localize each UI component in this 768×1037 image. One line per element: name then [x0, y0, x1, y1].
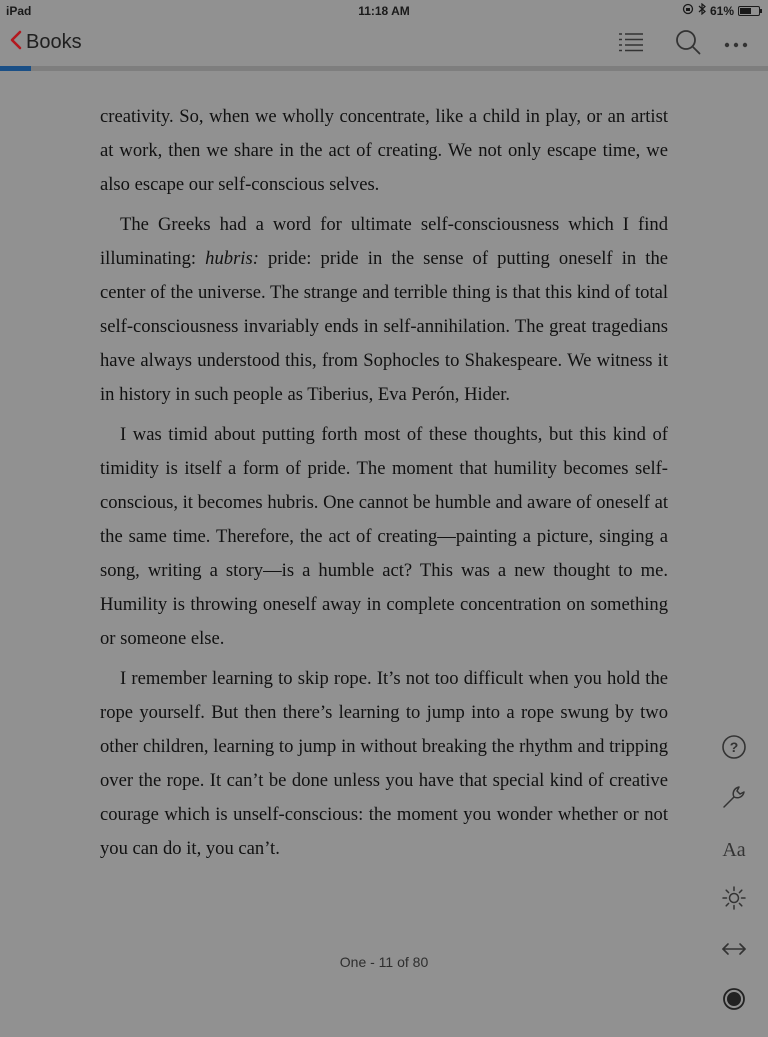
chevron-left-icon	[10, 30, 22, 55]
carrier-label: iPad	[6, 4, 32, 18]
search-icon	[675, 29, 701, 60]
reading-progress-fill	[0, 66, 31, 71]
settings-tools-button[interactable]	[716, 785, 752, 815]
paragraph-1: creativity. So, when we wholly concentrate, like a child in play, or an artist at work, then we share in the act of creating. We not only escape time, we also escape our self-conscious selves.	[100, 106, 668, 195]
horizontal-arrows-icon	[721, 942, 747, 961]
record-button[interactable]	[716, 987, 752, 1017]
font-settings-button[interactable]	[716, 835, 752, 865]
book-page-content	[100, 100, 668, 872]
back-to-books-button[interactable]	[10, 30, 82, 55]
record-icon	[722, 987, 746, 1016]
paragraph-4: I remember learning to skip rope. It’s not too difficult when you hold the rope yourself. But then there’s learning to jump into a rope swung by two other children, learning to jump in without breaking the rhythm and tripping over the rope. It can’t be done unless you have that special kind of creative courage which is unself-conscious: the moment you wonder whether or not you can do it, you can’t.	[100, 668, 668, 859]
paragraph-2	[100, 208, 668, 412]
reading-progress-bar	[0, 66, 768, 71]
status-bar	[0, 0, 768, 22]
more-options-button[interactable]	[721, 30, 751, 58]
paragraph-3: I was timid about putting forth most of these thoughts, but this kind of timidity is itself a form of pride. The moment that humility becomes self-conscious, it becomes hubris. One cannot be humble and aware of oneself at the same time. Therefore, the act of creating—painting a picture, singing a song, writing a story—is a humble act? This was a new thought to me. Humility is throwing oneself away in complete concentration on something or someone else.	[100, 424, 668, 649]
battery-percent: 61%	[709, 3, 734, 18]
help-button[interactable]	[716, 734, 752, 764]
svg-text:?: ?	[729, 738, 739, 755]
page-width-button[interactable]	[716, 936, 752, 966]
clock: 11:18 AM	[358, 4, 410, 18]
bluetooth-icon	[698, 3, 706, 18]
rotation-lock-icon	[682, 3, 694, 18]
navigation-bar	[0, 22, 768, 66]
paragraph-2-text-a: The Greeks had a word for ultimate self-consciousness which I find illuminating:	[100, 214, 668, 269]
search-button[interactable]	[673, 30, 703, 58]
wrench-icon	[721, 784, 747, 815]
font-size-label: Aa	[722, 838, 746, 861]
battery-fill	[740, 8, 751, 14]
status-indicators	[682, 3, 760, 18]
list-icon	[618, 32, 644, 57]
paragraph-2-italic: hubris:	[205, 248, 259, 269]
help-icon	[721, 734, 747, 765]
paragraph-2-text-b: pride: pride in the sense of putting oneself in the center of the universe. The strange and terrible thing is that this kind of total self-consciousness invariably ends in self-annihilation. The great tragedians have always understood this, from Sophocles to Shakespeare. We witness it in history in such people as Tiberius, Eva Perón, Hider.	[100, 248, 668, 405]
back-label: Books	[26, 31, 82, 53]
side-toolbar	[716, 734, 752, 1037]
table-of-contents-button[interactable]	[616, 30, 646, 58]
more-dots-icon	[724, 35, 748, 53]
battery-icon	[738, 6, 760, 16]
brightness-button[interactable]	[716, 886, 752, 916]
page-indicator: One - 11 of 80	[339, 954, 429, 970]
brightness-icon	[721, 885, 747, 916]
